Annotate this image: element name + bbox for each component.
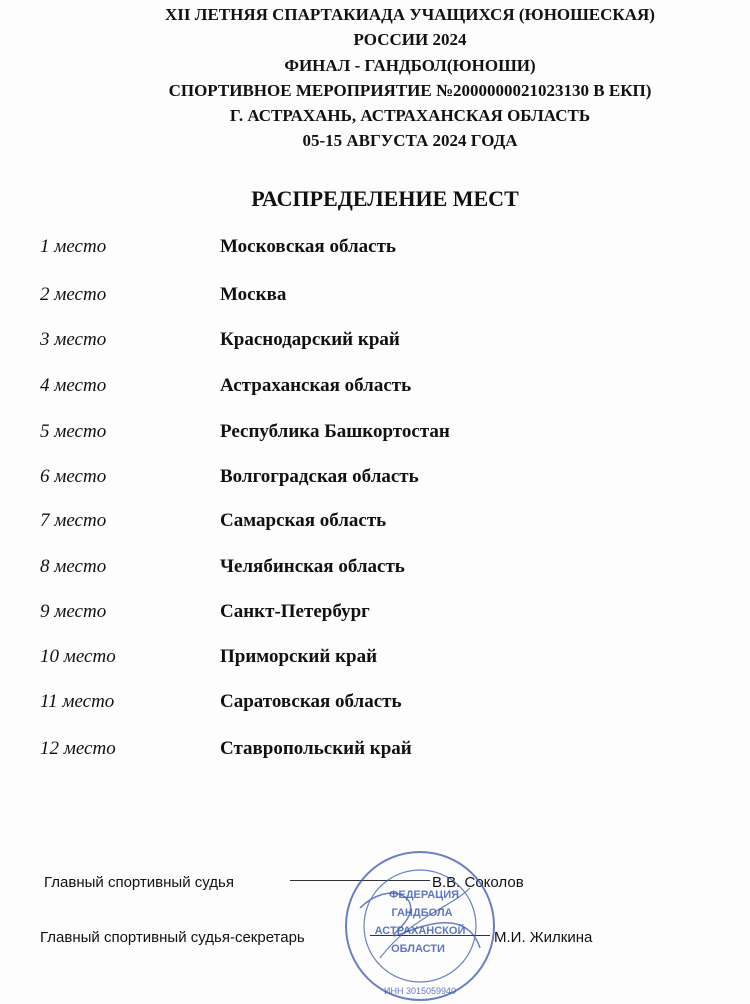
place-label: 10 место — [40, 646, 116, 667]
document-header — [0, 2, 750, 154]
header-line: ФИНАЛ - ГАНДБОЛ(ЮНОШИ) — [284, 55, 536, 75]
place-label: 9 место — [40, 601, 107, 622]
header-line: СПОРТИВНОЕ МЕРОПРИЯТИЕ №2000000021023130 В ЕКП) — [168, 80, 652, 100]
chief-secretary-label: Главный спортивный судья-секретарь — [40, 929, 305, 946]
place-label: 7 место — [40, 510, 107, 531]
region-name: Краснодарский край — [220, 329, 400, 350]
svg-text:АСТРАХАНСКОЙ: АСТРАХАНСКОЙ — [374, 925, 466, 937]
svg-text:ОБЛАСТИ: ОБЛАСТИ — [391, 943, 445, 955]
place-label: 2 место — [40, 284, 107, 305]
region-name: Саратовская область — [220, 691, 402, 712]
svg-text:ГАНДБОЛА: ГАНДБОЛА — [391, 907, 453, 919]
chief-judge-name: В.В. Соколов — [432, 874, 524, 891]
svg-text:ФЕДЕРАЦИЯ: ФЕДЕРАЦИЯ — [388, 889, 460, 901]
region-name: Санкт-Петербург — [220, 601, 370, 622]
region-name: Москва — [220, 284, 287, 305]
place-label: 6 место — [40, 466, 107, 487]
region-name: Челябинская область — [220, 556, 405, 577]
region-name: Астраханская область — [220, 375, 412, 396]
place-label: 1 место — [40, 236, 107, 257]
place-label: 8 место — [40, 556, 107, 577]
place-label: 3 место — [40, 329, 107, 350]
region-name: Республика Башкортостан — [220, 421, 450, 442]
region-name: Московская область — [220, 236, 396, 257]
place-label: 4 место — [40, 375, 107, 396]
header-line: РОССИИ 2024 — [353, 30, 467, 50]
svg-text:ИНН 3015059940: ИНН 3015059940 — [383, 986, 457, 996]
header-line: 05-15 АВГУСТА 2024 ГОДА — [302, 131, 518, 151]
region-name: Приморский край — [220, 646, 378, 667]
region-name: Волгоградская область — [220, 466, 419, 487]
header-line: Г. АСТРАХАНЬ, АСТРАХАНСКАЯ ОБЛАСТЬ — [229, 106, 591, 126]
place-label: 5 место — [40, 421, 107, 442]
place-label: 11 место — [40, 691, 115, 712]
region-name: Ставропольский край — [220, 738, 412, 759]
chief-judge-label: Главный спортивный судья — [44, 874, 234, 891]
header-line: XII ЛЕТНЯЯ СПАРТАКИАДА УЧАЩИХСЯ (ЮНОШЕСКАЯ) — [165, 5, 655, 24]
region-name: Самарская область — [220, 510, 387, 531]
official-stamp-icon — [340, 848, 500, 1004]
page-title: РАСПРЕДЕЛЕНИЕ МЕСТ — [251, 186, 519, 211]
place-label: 12 место — [40, 738, 116, 759]
chief-secretary-name: М.И. Жилкина — [494, 929, 593, 946]
